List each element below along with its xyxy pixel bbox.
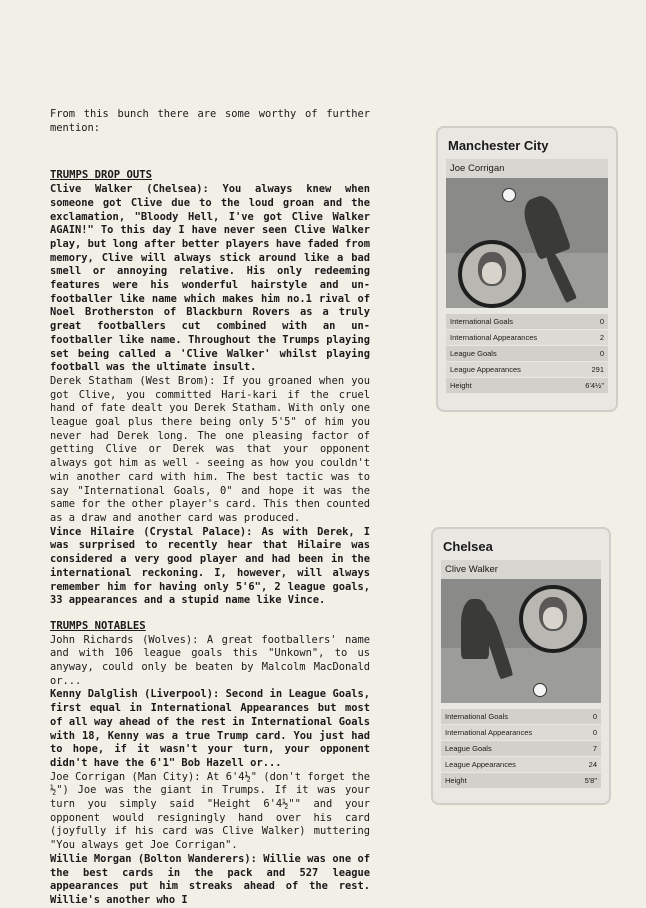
stat-row bbox=[446, 346, 608, 362]
paragraph-body: Willie was one of the best cards in the pack and 527 league appearances put him streaks ahead of the rest. Willie's another who I bbox=[50, 852, 370, 906]
player-portrait bbox=[519, 585, 587, 653]
stat-label: International Appearances bbox=[445, 728, 533, 737]
paragraph-john-richards bbox=[50, 634, 370, 689]
stat-row bbox=[441, 709, 601, 725]
player-name: John Richards (Wolves): bbox=[50, 633, 199, 646]
stat-row bbox=[441, 757, 601, 773]
stat-label: League Goals bbox=[445, 744, 492, 753]
player-name: Clive Walker (Chelsea): bbox=[50, 183, 209, 196]
paragraph-clive-walker bbox=[50, 183, 370, 375]
stat-value: 0 bbox=[599, 317, 604, 326]
card-photo bbox=[446, 178, 608, 308]
stat-label: League Appearances bbox=[450, 365, 521, 374]
paragraph-vince-hilaire bbox=[50, 526, 370, 608]
card-stats bbox=[446, 314, 608, 394]
paragraph-joe-corrigan bbox=[50, 771, 370, 853]
stat-label: League Appearances bbox=[445, 760, 516, 769]
heading-notables: TRUMPS NOTABLES bbox=[50, 619, 146, 632]
stat-row bbox=[446, 378, 608, 394]
paragraph-body: Second in League Goals, first equal in International Appearances but most of all way ahead of the rest in International Goals with 18, Kenny was a true Trump card. You just had to hope, if it wasn't your turn, your opponent didn't have the 6'1" Bob Hazell or... bbox=[50, 688, 371, 769]
stat-value: 7 bbox=[592, 744, 597, 753]
player-name: Vince Hilaire (Crystal Palace): bbox=[50, 525, 253, 538]
stat-row bbox=[441, 741, 601, 757]
article-column bbox=[50, 108, 370, 908]
stat-label: International Goals bbox=[450, 317, 513, 326]
paragraph-body: As with Derek, I was surprised to recently hear that Hilaire was considered a very good player and had been in the international reckoning. I, however, will always remember him for having only 5'6", 2 league goals, 33 appearances and a stupid name like Vince. bbox=[50, 525, 370, 607]
stat-value: 24 bbox=[588, 760, 597, 769]
stat-row bbox=[446, 314, 608, 330]
paragraph-body: If you groaned when you got Clive, you committed Hari-kari if the cruel hand of fate dealt you Derek Statham. With only one league goal plus there being only 5'5" of him you never had Derek long. The one pleasing factor of getting Clive or Derek was that your opponent always got him as well - seeing as how you couldn't win another card with him. The best tactic was to say "International Goals, 0" and hope it was the same for the other player's card. This then counted as a draw and another card was produced. bbox=[50, 374, 370, 524]
stat-value: 5'8" bbox=[584, 776, 597, 785]
stat-row bbox=[441, 725, 601, 741]
player-portrait bbox=[458, 240, 526, 308]
player-name: Willie Morgan (Bolton Wanderers): bbox=[50, 852, 257, 865]
stat-label: International Goals bbox=[445, 712, 508, 721]
paragraph-kenny-dalglish bbox=[50, 688, 370, 770]
stat-value: 0 bbox=[592, 728, 597, 737]
trump-card-manchester-city bbox=[436, 126, 618, 412]
stat-value: 6'4½" bbox=[585, 381, 604, 390]
stat-value: 0 bbox=[592, 712, 597, 721]
trump-card-chelsea bbox=[431, 527, 611, 805]
stat-label: Height bbox=[445, 776, 467, 785]
stat-row bbox=[441, 773, 601, 789]
stat-label: League Goals bbox=[450, 349, 497, 358]
player-name: Kenny Dalglish (Liverpool): bbox=[50, 688, 220, 701]
card-team-name: Manchester City bbox=[448, 138, 549, 153]
card-stats bbox=[441, 709, 601, 789]
card-player-name: Joe Corrigan bbox=[446, 159, 608, 178]
paragraph-derek-statham bbox=[50, 375, 370, 526]
player-name: Joe Corrigan (Man City): bbox=[50, 770, 201, 783]
card-team-name: Chelsea bbox=[443, 539, 493, 554]
stat-row bbox=[446, 362, 608, 378]
stat-value: 2 bbox=[599, 333, 604, 342]
stat-row bbox=[446, 330, 608, 346]
stat-label: International Appearances bbox=[450, 333, 538, 342]
intro-text: From this bunch there are some worthy of further mention: bbox=[50, 108, 370, 134]
card-photo bbox=[441, 579, 601, 703]
paragraph-body: A great footballers' name and with 106 league goals this "Unkown", to us anyway, could only be beaten by Malcolm MacDonald or... bbox=[50, 633, 370, 687]
stat-value: 291 bbox=[591, 365, 604, 374]
stat-value: 0 bbox=[599, 349, 604, 358]
stat-label: Height bbox=[450, 381, 472, 390]
heading-drop-outs: TRUMPS DROP OUTS bbox=[50, 169, 153, 182]
paragraph-body: At 6'4½" (don't forget the ½") Joe was the giant in Trumps. If it was your turn you simply said "Height 6'4½"" and your opponent would resigningly hand over his card (joyfully if his card was Clive Walker) muttering "You always get Joe Corrigan". bbox=[50, 770, 370, 852]
paragraph-body: You always knew when someone got Clive due to the loud groan and the exclamation, "Bloody Hell, I've got Clive Walker AGAIN!" To this day I have never seen Clive Walker play, but long after better players have faded from memory, Clive will always stick around like a bad smell or annoying relative. His only redeeming features were his wonderful hairstyle and un-footballer like name which makes him no.1 rival of Noel Brotherston of Blackburn Rovers as a truly great footballers cut combined with an un-footballer like name. Throughout the Trumps playing set being called a 'Clive Walker' whilst playing football was the ultimate insult. bbox=[50, 183, 370, 374]
card-player-name: Clive Walker bbox=[441, 560, 601, 579]
paragraph-willie-morgan bbox=[50, 853, 370, 908]
player-name: Derek Statham (West Brom): bbox=[50, 374, 216, 387]
